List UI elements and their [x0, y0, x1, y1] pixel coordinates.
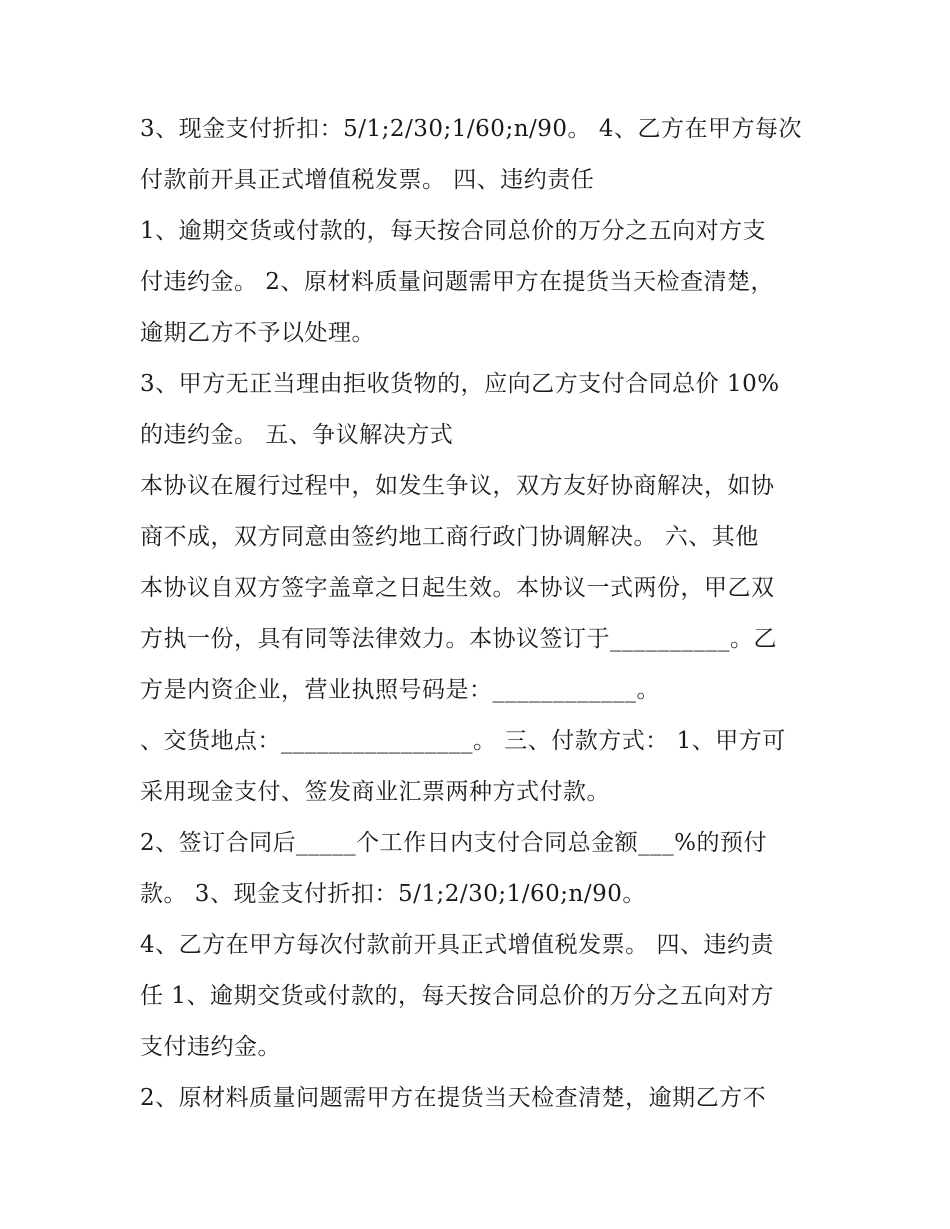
text-line: 2、签订合同后_____个工作日内支付合同总金额___%的预付: [140, 830, 767, 856]
text-line: 任 1、逾期交货或付款的，每天按合同总价的万分之五向对方: [140, 983, 774, 1009]
text-line: 方是内资企业，营业执照号码是：____________。: [140, 677, 660, 703]
text-line: 4、乙方在甲方每次付款前开具正式增值税发票。 四、违约责: [140, 932, 774, 958]
text-line: 的违约金。 五、争议解决方式: [140, 422, 454, 448]
text-line: 3、甲方无正当理由拒收货物的，应向乙方支付合同总价 10%: [140, 371, 780, 397]
text-line: 本协议自双方签字盖章之日起生效。本协议一式两份，甲乙双: [140, 575, 775, 601]
text-line: 方执一份，具有同等法律效力。本协议签订于__________。乙: [140, 626, 777, 652]
text-line: 支付违约金。: [140, 1034, 281, 1060]
document-body: [140, 104, 820, 1124]
text-line: 2、原材料质量问题需甲方在提货当天检查清楚，逾期乙方不: [140, 1085, 767, 1111]
text-line: 款。 3、现金支付折扣：5/1;2/30;1/60;n/90。: [140, 881, 646, 907]
text-line: 逾期乙方不予以处理。: [140, 320, 375, 346]
text-line: 采用现金支付、签发商业汇票两种方式付款。: [140, 779, 610, 805]
text-line: 1、逾期交货或付款的，每天按合同总价的万分之五向对方支: [140, 218, 767, 244]
text-line: 本协议在履行过程中，如发生争议，双方友好协商解决，如协: [140, 473, 775, 499]
text-line: 3、现金支付折扣：5/1;2/30;1/60;n/90。 4、乙方在甲方每次: [140, 116, 802, 142]
text-line: 付款前开具正式增值税发票。 四、违约责任: [140, 167, 595, 193]
text-line: 商不成，双方同意由签约地工商行政门协调解决。 六、其他: [140, 524, 759, 550]
text-line: 付违约金。 2、原材料质量问题需甲方在提货当天检查清楚，: [140, 269, 774, 295]
text-line: 、交货地点：________________。 三、付款方式： 1、甲方可: [140, 728, 786, 754]
